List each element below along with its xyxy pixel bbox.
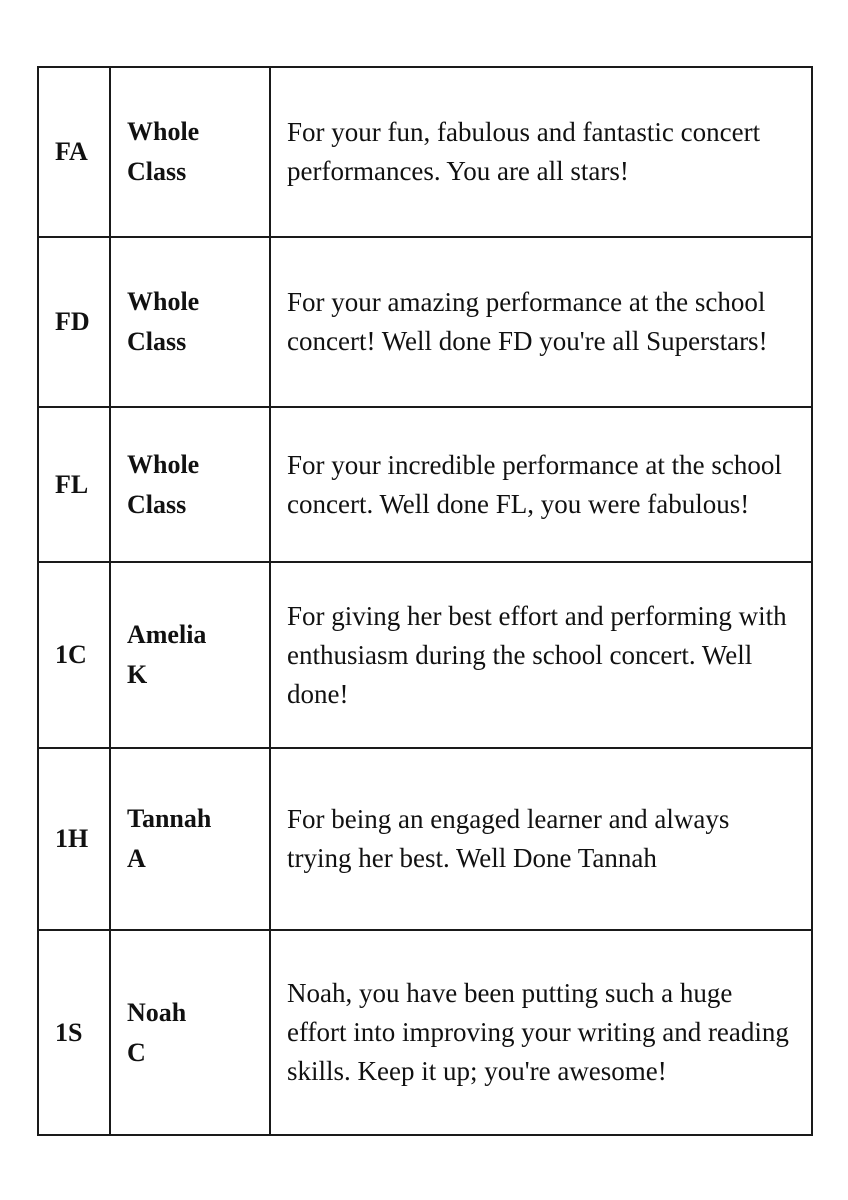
award-class: FA xyxy=(38,67,110,237)
award-recipient xyxy=(110,930,270,1135)
recipient-line: Whole xyxy=(127,449,200,479)
recipient-line: Class xyxy=(127,327,187,356)
award-row xyxy=(38,562,812,748)
award-recipient xyxy=(110,407,270,562)
award-reason: For giving her best effort and performing with enthusiasm during the school concert. Well done! xyxy=(270,562,812,748)
recipient-line: Whole xyxy=(127,117,200,146)
award-reason: For being an engaged learner and always trying her best. Well Done Tannah xyxy=(270,748,812,930)
recipient-line: K xyxy=(127,660,148,689)
award-class: FD xyxy=(38,237,110,407)
recipient-line: C xyxy=(127,1037,146,1067)
award-reason: For your incredible performance at the school concert. Well done FL, you were fabulous! xyxy=(270,407,812,562)
recipient-line: Tannah xyxy=(127,804,212,833)
award-recipient xyxy=(110,748,270,930)
award-row xyxy=(38,407,812,562)
award-reason: For your amazing performance at the school concert! Well done FD you're all Superstars! xyxy=(270,237,812,407)
recipient-line: Noah xyxy=(127,997,187,1027)
award-class: 1S xyxy=(38,930,110,1135)
award-class: FL xyxy=(38,407,110,562)
recipient-line: Class xyxy=(127,157,187,186)
award-class: 1H xyxy=(38,748,110,930)
recipient-line: A xyxy=(127,844,146,873)
award-recipient xyxy=(110,562,270,748)
recipient-line: Class xyxy=(127,489,187,519)
award-reason: Noah, you have been putting such a huge effort into improving your writing and reading skills. Keep it up; you're awesome! xyxy=(270,930,812,1135)
award-recipient xyxy=(110,67,270,237)
awards-table xyxy=(37,66,813,1136)
award-row xyxy=(38,748,812,930)
recipient-line: Whole xyxy=(127,287,200,316)
award-row xyxy=(38,930,812,1135)
award-recipient xyxy=(110,237,270,407)
award-reason: For your fun, fabulous and fantastic concert performances. You are all stars! xyxy=(270,67,812,237)
award-row xyxy=(38,237,812,407)
award-class: 1C xyxy=(38,562,110,748)
recipient-line: Amelia xyxy=(127,620,207,649)
award-row xyxy=(38,67,812,237)
